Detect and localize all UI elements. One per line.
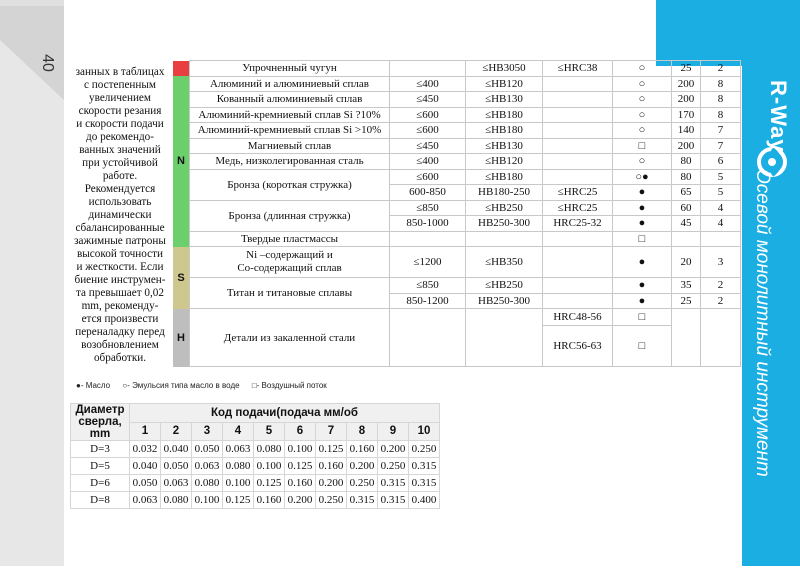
intro-line: та превышает 0,02 bbox=[76, 287, 164, 299]
feed-value-cell: 0.080 bbox=[254, 441, 285, 458]
feed-value-cell: 0.160 bbox=[316, 458, 347, 475]
hardness-hb-cell: ≤HB180 bbox=[466, 169, 543, 185]
coolant-cell: □ bbox=[613, 326, 672, 367]
coolant-cell: ○ bbox=[613, 61, 672, 77]
speed-cell: 200 bbox=[672, 138, 701, 154]
hardness-hrc-cell bbox=[543, 169, 613, 185]
hardness-hrc-cell bbox=[543, 92, 613, 108]
feed-value-cell: 0.250 bbox=[409, 441, 440, 458]
material-cell: Детали из закаленной стали bbox=[190, 309, 390, 367]
table-row bbox=[71, 492, 440, 509]
table-row bbox=[173, 123, 741, 139]
header-line: сверла, bbox=[78, 416, 122, 428]
hardness-hb-cell: HB250-300 bbox=[466, 293, 543, 309]
feed-code-header: 3 bbox=[192, 422, 223, 441]
material-cell: Упрочненный чугун bbox=[190, 61, 390, 77]
diameter-cell: D=3 bbox=[71, 441, 130, 458]
coolant-cell: ○● bbox=[613, 169, 672, 185]
feed-value-cell: 0.315 bbox=[409, 475, 440, 492]
feed-code-cell: 8 bbox=[701, 107, 741, 123]
hardness-hb-cell: ≤HB350 bbox=[466, 247, 543, 278]
feed-code-title: Код подачи(подача мм/об bbox=[130, 404, 440, 423]
feed-code-header: 2 bbox=[161, 422, 192, 441]
feed-value-cell: 0.050 bbox=[161, 458, 192, 475]
strength-cell: ≤850 bbox=[390, 278, 466, 294]
feed-code-cell: 7 bbox=[701, 123, 741, 139]
hardness-hrc-cell: HRC25-32 bbox=[543, 216, 613, 232]
feed-code-cell: 7 bbox=[701, 138, 741, 154]
hardness-hrc-cell bbox=[543, 154, 613, 170]
table-row bbox=[173, 309, 741, 326]
hardness-hb-cell: HB180-250 bbox=[466, 185, 543, 201]
feed-code-cell bbox=[701, 231, 741, 247]
header-line: mm bbox=[89, 428, 111, 440]
hardness-hrc-cell bbox=[543, 123, 613, 139]
hardness-hb-cell: ≤HB3050 bbox=[466, 61, 543, 77]
hardness-hb-cell: HB250-300 bbox=[466, 216, 543, 232]
intro-line: биение инструмен- bbox=[74, 274, 166, 286]
hardness-hb-cell bbox=[466, 309, 543, 367]
feed-value-cell: 0.125 bbox=[254, 475, 285, 492]
strength-cell: ≤1200 bbox=[390, 247, 466, 278]
hardness-hb-cell: ≤HB180 bbox=[466, 123, 543, 139]
table-row bbox=[173, 76, 741, 92]
coolant-cell: ● bbox=[613, 216, 672, 232]
speed-cell: 25 bbox=[672, 293, 701, 309]
feed-code-cell: 4 bbox=[701, 200, 741, 216]
table-row bbox=[173, 200, 741, 216]
coolant-cell: ○ bbox=[613, 92, 672, 108]
material-cell: Кованный алюминиевый сплав bbox=[190, 92, 390, 108]
feed-value-cell: 0.160 bbox=[285, 475, 316, 492]
intro-line: при устойчивой bbox=[82, 157, 158, 169]
intro-line: с постепенным bbox=[84, 79, 156, 91]
feed-value-cell: 0.315 bbox=[409, 458, 440, 475]
material-cell: Медь, низколегированная сталь bbox=[190, 154, 390, 170]
coolant-legend bbox=[76, 381, 337, 390]
material-cell: Алюминий и алюминиевый сплав bbox=[190, 76, 390, 92]
coolant-cell: ● bbox=[613, 293, 672, 309]
page-subtitle: Осевой монолитный инструмент bbox=[752, 169, 773, 477]
feed-code-header: 1 bbox=[130, 422, 161, 441]
hardness-hb-cell: ≤HB120 bbox=[466, 76, 543, 92]
coolant-cell: ● bbox=[613, 247, 672, 278]
feed-value-cell: 0.040 bbox=[130, 458, 161, 475]
table-row bbox=[173, 154, 741, 170]
material-cell: Алюминий-кремниевый сплав Si ?10% bbox=[190, 107, 390, 123]
feed-code-cell: 2 bbox=[701, 61, 741, 77]
feed-value-cell: 0.080 bbox=[161, 492, 192, 509]
feed-value-cell: 0.315 bbox=[347, 492, 378, 509]
speed-cell: 200 bbox=[672, 92, 701, 108]
feed-value-cell: 0.250 bbox=[378, 458, 409, 475]
material-line: Ni –содержащий и bbox=[246, 249, 333, 261]
strength-cell bbox=[390, 61, 466, 77]
feed-code-header: 5 bbox=[254, 422, 285, 441]
feed-value-cell: 0.400 bbox=[409, 492, 440, 509]
coolant-cell: ○ bbox=[613, 107, 672, 123]
intro-line: скорости резания bbox=[78, 105, 162, 117]
feed-code-header: 6 bbox=[285, 422, 316, 441]
hardness-hrc-cell: ≤HRC38 bbox=[543, 61, 613, 77]
strength-cell: ≤400 bbox=[390, 154, 466, 170]
feed-code-header: 4 bbox=[223, 422, 254, 441]
table-row bbox=[71, 475, 440, 492]
feed-value-cell: 0.200 bbox=[347, 458, 378, 475]
feed-value-cell: 0.040 bbox=[161, 441, 192, 458]
speed-cell: 60 bbox=[672, 200, 701, 216]
hardness-hrc-cell bbox=[543, 247, 613, 278]
table-row bbox=[173, 107, 741, 123]
intro-line: Рекомендуется bbox=[84, 183, 156, 195]
feed-value-cell: 0.050 bbox=[130, 475, 161, 492]
material-cell: Магниевый сплав bbox=[190, 138, 390, 154]
speed-cell: 35 bbox=[672, 278, 701, 294]
feed-value-cell: 0.125 bbox=[285, 458, 316, 475]
feed-code-cell: 5 bbox=[701, 185, 741, 201]
speed-cell: 170 bbox=[672, 107, 701, 123]
feed-code-cell: 5 bbox=[701, 169, 741, 185]
hardness-hrc-cell bbox=[543, 293, 613, 309]
speed-cell: 25 bbox=[672, 61, 701, 77]
legend-air: □- Воздушный поток bbox=[251, 381, 327, 390]
hardness-hrc-cell: HRC56-63 bbox=[543, 326, 613, 367]
strength-cell: ≤400 bbox=[390, 76, 466, 92]
table-row bbox=[71, 404, 440, 423]
feed-value-cell: 0.250 bbox=[347, 475, 378, 492]
speed-cell: 140 bbox=[672, 123, 701, 139]
feed-value-cell: 0.100 bbox=[192, 492, 223, 509]
band-s: S bbox=[173, 247, 190, 309]
intro-line: и жесткости. Если bbox=[76, 261, 164, 273]
material-cell: Алюминий-кремниевый сплав Si >10% bbox=[190, 123, 390, 139]
hardness-hrc-cell: HRC48-56 bbox=[543, 309, 613, 326]
feed-value-cell: 0.250 bbox=[316, 492, 347, 509]
speed-cell bbox=[672, 231, 701, 247]
feed-code-cell: 8 bbox=[701, 76, 741, 92]
speed-cell: 45 bbox=[672, 216, 701, 232]
strength-cell: ≤600 bbox=[390, 123, 466, 139]
diameter-cell: D=5 bbox=[71, 458, 130, 475]
feed-code-header: 9 bbox=[378, 422, 409, 441]
coolant-cell: ○ bbox=[613, 76, 672, 92]
material-cell bbox=[190, 247, 390, 278]
strength-cell: ≤600 bbox=[390, 169, 466, 185]
table-row bbox=[173, 169, 741, 185]
diameter-header bbox=[71, 404, 130, 441]
coolant-cell: ○ bbox=[613, 123, 672, 139]
hardness-hb-cell: ≤HB120 bbox=[466, 154, 543, 170]
hardness-hrc-cell bbox=[543, 107, 613, 123]
feed-value-cell: 0.200 bbox=[316, 475, 347, 492]
hardness-hrc-cell: ≤HRC25 bbox=[543, 200, 613, 216]
feed-code-cell bbox=[701, 309, 741, 367]
strength-cell bbox=[390, 231, 466, 247]
speed-cell bbox=[672, 309, 701, 367]
hardness-hb-cell: ≤HB130 bbox=[466, 92, 543, 108]
feed-code-cell: 4 bbox=[701, 216, 741, 232]
intro-line: работе. bbox=[102, 170, 138, 182]
coolant-cell: ● bbox=[613, 278, 672, 294]
speed-cell: 80 bbox=[672, 154, 701, 170]
intro-line: увеличением bbox=[89, 92, 151, 104]
feed-value-cell: 0.080 bbox=[223, 458, 254, 475]
strength-cell: 600-850 bbox=[390, 185, 466, 201]
table-row bbox=[173, 231, 741, 247]
hardness-hb-cell: ≤HB180 bbox=[466, 107, 543, 123]
table-row bbox=[173, 278, 741, 294]
hardness-hrc-cell bbox=[543, 76, 613, 92]
speed-cell: 65 bbox=[672, 185, 701, 201]
speed-cell: 80 bbox=[672, 169, 701, 185]
feed-code-cell: 2 bbox=[701, 293, 741, 309]
intro-line: занных в таблицах bbox=[75, 66, 165, 78]
feed-code-cell: 3 bbox=[701, 247, 741, 278]
coolant-cell: ● bbox=[613, 200, 672, 216]
legend-emulsion: ○- Эмульсия типа масло в воде bbox=[122, 381, 240, 390]
table-row bbox=[173, 92, 741, 108]
table-row bbox=[71, 458, 440, 475]
speed-cell: 200 bbox=[672, 76, 701, 92]
feed-code-cell: 8 bbox=[701, 92, 741, 108]
intro-line: возобновлением bbox=[81, 339, 159, 351]
feed-value-cell: 0.063 bbox=[161, 475, 192, 492]
feed-value-cell: 0.160 bbox=[347, 441, 378, 458]
page-number: 40 bbox=[39, 54, 56, 72]
feed-value-cell: 0.315 bbox=[378, 492, 409, 509]
feed-value-cell: 0.063 bbox=[192, 458, 223, 475]
coolant-cell: □ bbox=[613, 231, 672, 247]
band-n: N bbox=[173, 76, 190, 247]
intro-line: mm, рекоменду- bbox=[81, 300, 159, 312]
strength-cell: 850-1000 bbox=[390, 216, 466, 232]
band-h: H bbox=[173, 309, 190, 367]
intro-line: использовать bbox=[88, 196, 152, 208]
intro-line: динамически bbox=[88, 209, 152, 221]
feed-value-cell: 0.100 bbox=[254, 458, 285, 475]
intro-line: обработки. bbox=[93, 352, 147, 364]
hardness-hrc-cell: ≤HRC25 bbox=[543, 185, 613, 201]
material-line: Co-содержащий сплав bbox=[237, 262, 342, 274]
hardness-hb-cell: ≤HB130 bbox=[466, 138, 543, 154]
feed-value-cell: 0.063 bbox=[130, 492, 161, 509]
hardness-hb-cell bbox=[466, 231, 543, 247]
material-cell: Титан и титановые сплавы bbox=[190, 278, 390, 309]
feed-value-cell: 0.125 bbox=[316, 441, 347, 458]
feed-value-cell: 0.032 bbox=[130, 441, 161, 458]
feed-code-table bbox=[70, 403, 440, 509]
table-row bbox=[173, 61, 741, 77]
table-row bbox=[173, 138, 741, 154]
feed-value-cell: 0.063 bbox=[223, 441, 254, 458]
band-red bbox=[173, 61, 190, 77]
coolant-cell: □ bbox=[613, 309, 672, 326]
hardness-hrc-cell bbox=[543, 231, 613, 247]
feed-code-header: 10 bbox=[409, 422, 440, 441]
intro-line: переналадку перед bbox=[75, 326, 165, 338]
feed-code-header: 7 bbox=[316, 422, 347, 441]
legend-oil: ●- Масло bbox=[76, 381, 111, 390]
strength-cell: ≤600 bbox=[390, 107, 466, 123]
intro-line: до рекомендо- bbox=[86, 131, 154, 143]
intro-line: и скорости подачи bbox=[76, 118, 164, 130]
strength-cell: ≤850 bbox=[390, 200, 466, 216]
feed-code-cell: 2 bbox=[701, 278, 741, 294]
intro-line: высокой точности bbox=[77, 248, 163, 260]
intro-line: зажимные патроны bbox=[74, 235, 166, 247]
strength-cell: ≤450 bbox=[390, 138, 466, 154]
strength-cell: 850-1200 bbox=[390, 293, 466, 309]
feed-value-cell: 0.125 bbox=[223, 492, 254, 509]
feed-value-cell: 0.080 bbox=[192, 475, 223, 492]
material-cell: Бронза (длинная стружка) bbox=[190, 200, 390, 231]
feed-value-cell: 0.160 bbox=[254, 492, 285, 509]
material-cell: Бронза (короткая стружка) bbox=[190, 169, 390, 200]
intro-line: сбалансированные bbox=[75, 222, 165, 234]
hardness-hrc-cell bbox=[543, 278, 613, 294]
hardness-hb-cell: ≤HB250 bbox=[466, 278, 543, 294]
diameter-cell: D=6 bbox=[71, 475, 130, 492]
hardness-hrc-cell bbox=[543, 138, 613, 154]
feed-code-header: 8 bbox=[347, 422, 378, 441]
feed-value-cell: 0.200 bbox=[378, 441, 409, 458]
feed-value-cell: 0.100 bbox=[285, 441, 316, 458]
speed-cell: 20 bbox=[672, 247, 701, 278]
coolant-cell: ● bbox=[613, 185, 672, 201]
feed-code-cell: 6 bbox=[701, 154, 741, 170]
feed-value-cell: 0.100 bbox=[223, 475, 254, 492]
coolant-cell: □ bbox=[613, 138, 672, 154]
feed-value-cell: 0.315 bbox=[378, 475, 409, 492]
intro-line: ется произвести bbox=[81, 313, 159, 325]
table-row bbox=[71, 441, 440, 458]
diameter-cell: D=8 bbox=[71, 492, 130, 509]
header-line: Диаметр bbox=[75, 404, 125, 416]
material-cell: Твердые пластмассы bbox=[190, 231, 390, 247]
intro-text bbox=[68, 66, 172, 365]
intro-line: ванных значений bbox=[79, 144, 161, 156]
feed-value-cell: 0.050 bbox=[192, 441, 223, 458]
hardness-hb-cell: ≤HB250 bbox=[466, 200, 543, 216]
brand-name: R-Way bbox=[766, 80, 791, 153]
strength-cell: ≤450 bbox=[390, 92, 466, 108]
feed-value-cell: 0.200 bbox=[285, 492, 316, 509]
materials-table bbox=[173, 60, 741, 367]
strength-cell bbox=[390, 309, 466, 367]
coolant-cell: ○ bbox=[613, 154, 672, 170]
